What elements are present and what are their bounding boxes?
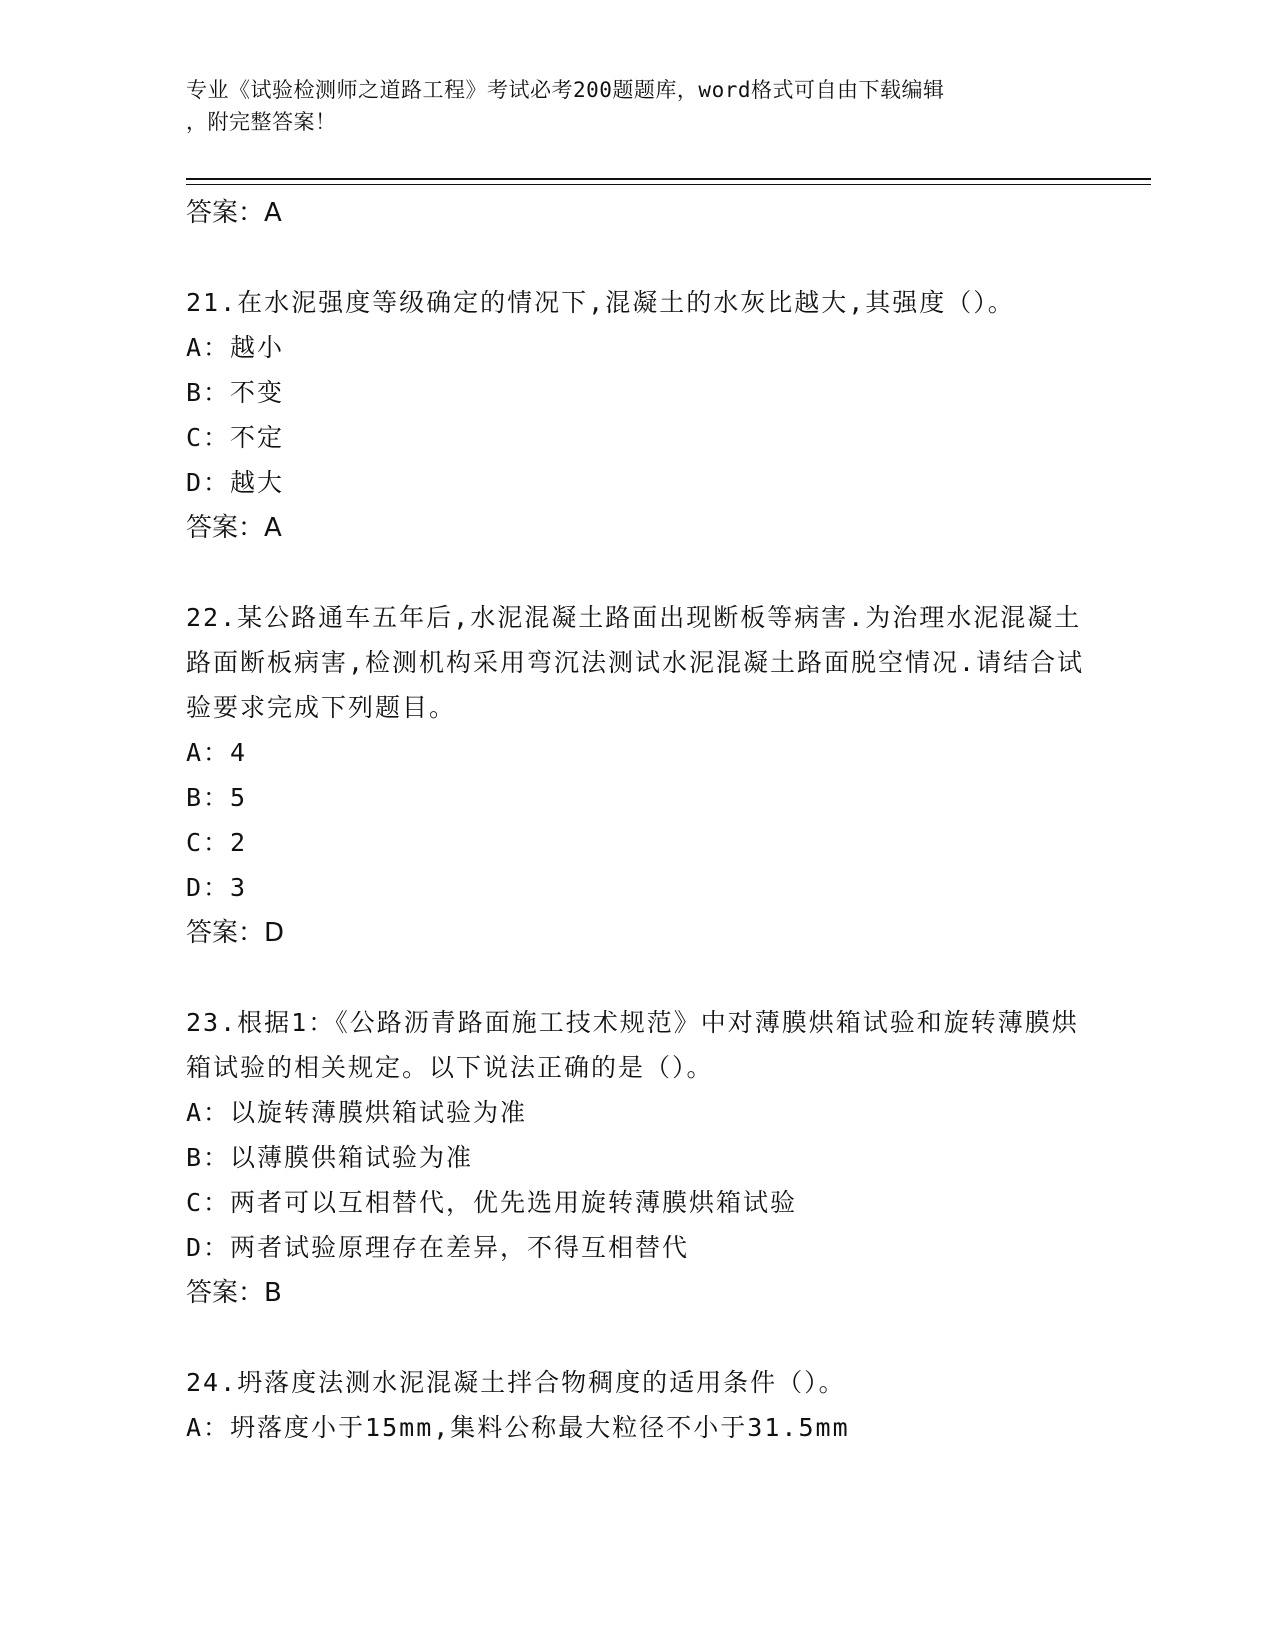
spacer: [186, 956, 1086, 1000]
question-stem: 24.坍落度法测水泥混凝土拌合物稠度的适用条件（）。: [186, 1368, 846, 1397]
document-header: [186, 74, 1086, 138]
answer-line: 答案：B: [186, 1278, 282, 1308]
spacer: [186, 1316, 1086, 1360]
spacer: [186, 236, 1086, 280]
option-a: A：4: [186, 738, 248, 767]
question-block-21: [186, 280, 1086, 551]
option-b: B：不变: [186, 378, 285, 407]
header-rule-thin: [186, 184, 1151, 185]
option-a: A：以旋转薄膜烘箱试验为准: [186, 1098, 528, 1127]
option-a: A：越小: [186, 333, 285, 362]
header-line-1: 专业《试验检测师之道路工程》考试必考200题题库，word格式可自由下载编辑: [186, 78, 945, 102]
answer-line: 答案：A: [186, 513, 282, 543]
option-b: B：以薄膜供箱试验为准: [186, 1143, 474, 1172]
answer-line: 答案：D: [186, 918, 285, 948]
option-c: C：不定: [186, 423, 285, 452]
option-c: C：2: [186, 828, 248, 857]
header-rule-thick: [186, 178, 1151, 180]
question-block-24: [186, 1360, 1086, 1450]
question-block-22: [186, 595, 1086, 956]
question-list: [186, 190, 1086, 1450]
option-a: A：坍落度小于15mm,集料公称最大粒径不小于31.5mm: [186, 1413, 850, 1442]
option-d: D：3: [186, 873, 248, 902]
question-stem: 22.某公路通车五年后,水泥混凝土路面出现断板等病害.为治理水泥混凝土路面断板病害,检测机构采用弯沉法测试水泥混凝土路面脱空情况.请结合试验要求完成下列题目。: [186, 603, 1085, 722]
option-c: C：两者可以互相替代，优先选用旋转薄膜烘箱试验: [186, 1188, 798, 1217]
option-d: D：两者试验原理存在差异，不得互相替代: [186, 1233, 690, 1262]
header-line-2: ，附完整答案！: [186, 110, 337, 134]
question-stem: 23.根据1：《公路沥青路面施工技术规范》中对薄膜烘箱试验和旋转薄膜烘箱试验的相关规定。以下说法正确的是（）。: [186, 1008, 1079, 1082]
answer-line: 答案：A: [186, 198, 282, 228]
question-stem: 21.在水泥强度等级确定的情况下,混凝土的水灰比越大,其强度（）。: [186, 288, 1015, 317]
option-b: B：5: [186, 783, 248, 812]
question-block-23: [186, 1000, 1086, 1316]
option-d: D：越大: [186, 468, 285, 497]
spacer: [186, 551, 1086, 595]
